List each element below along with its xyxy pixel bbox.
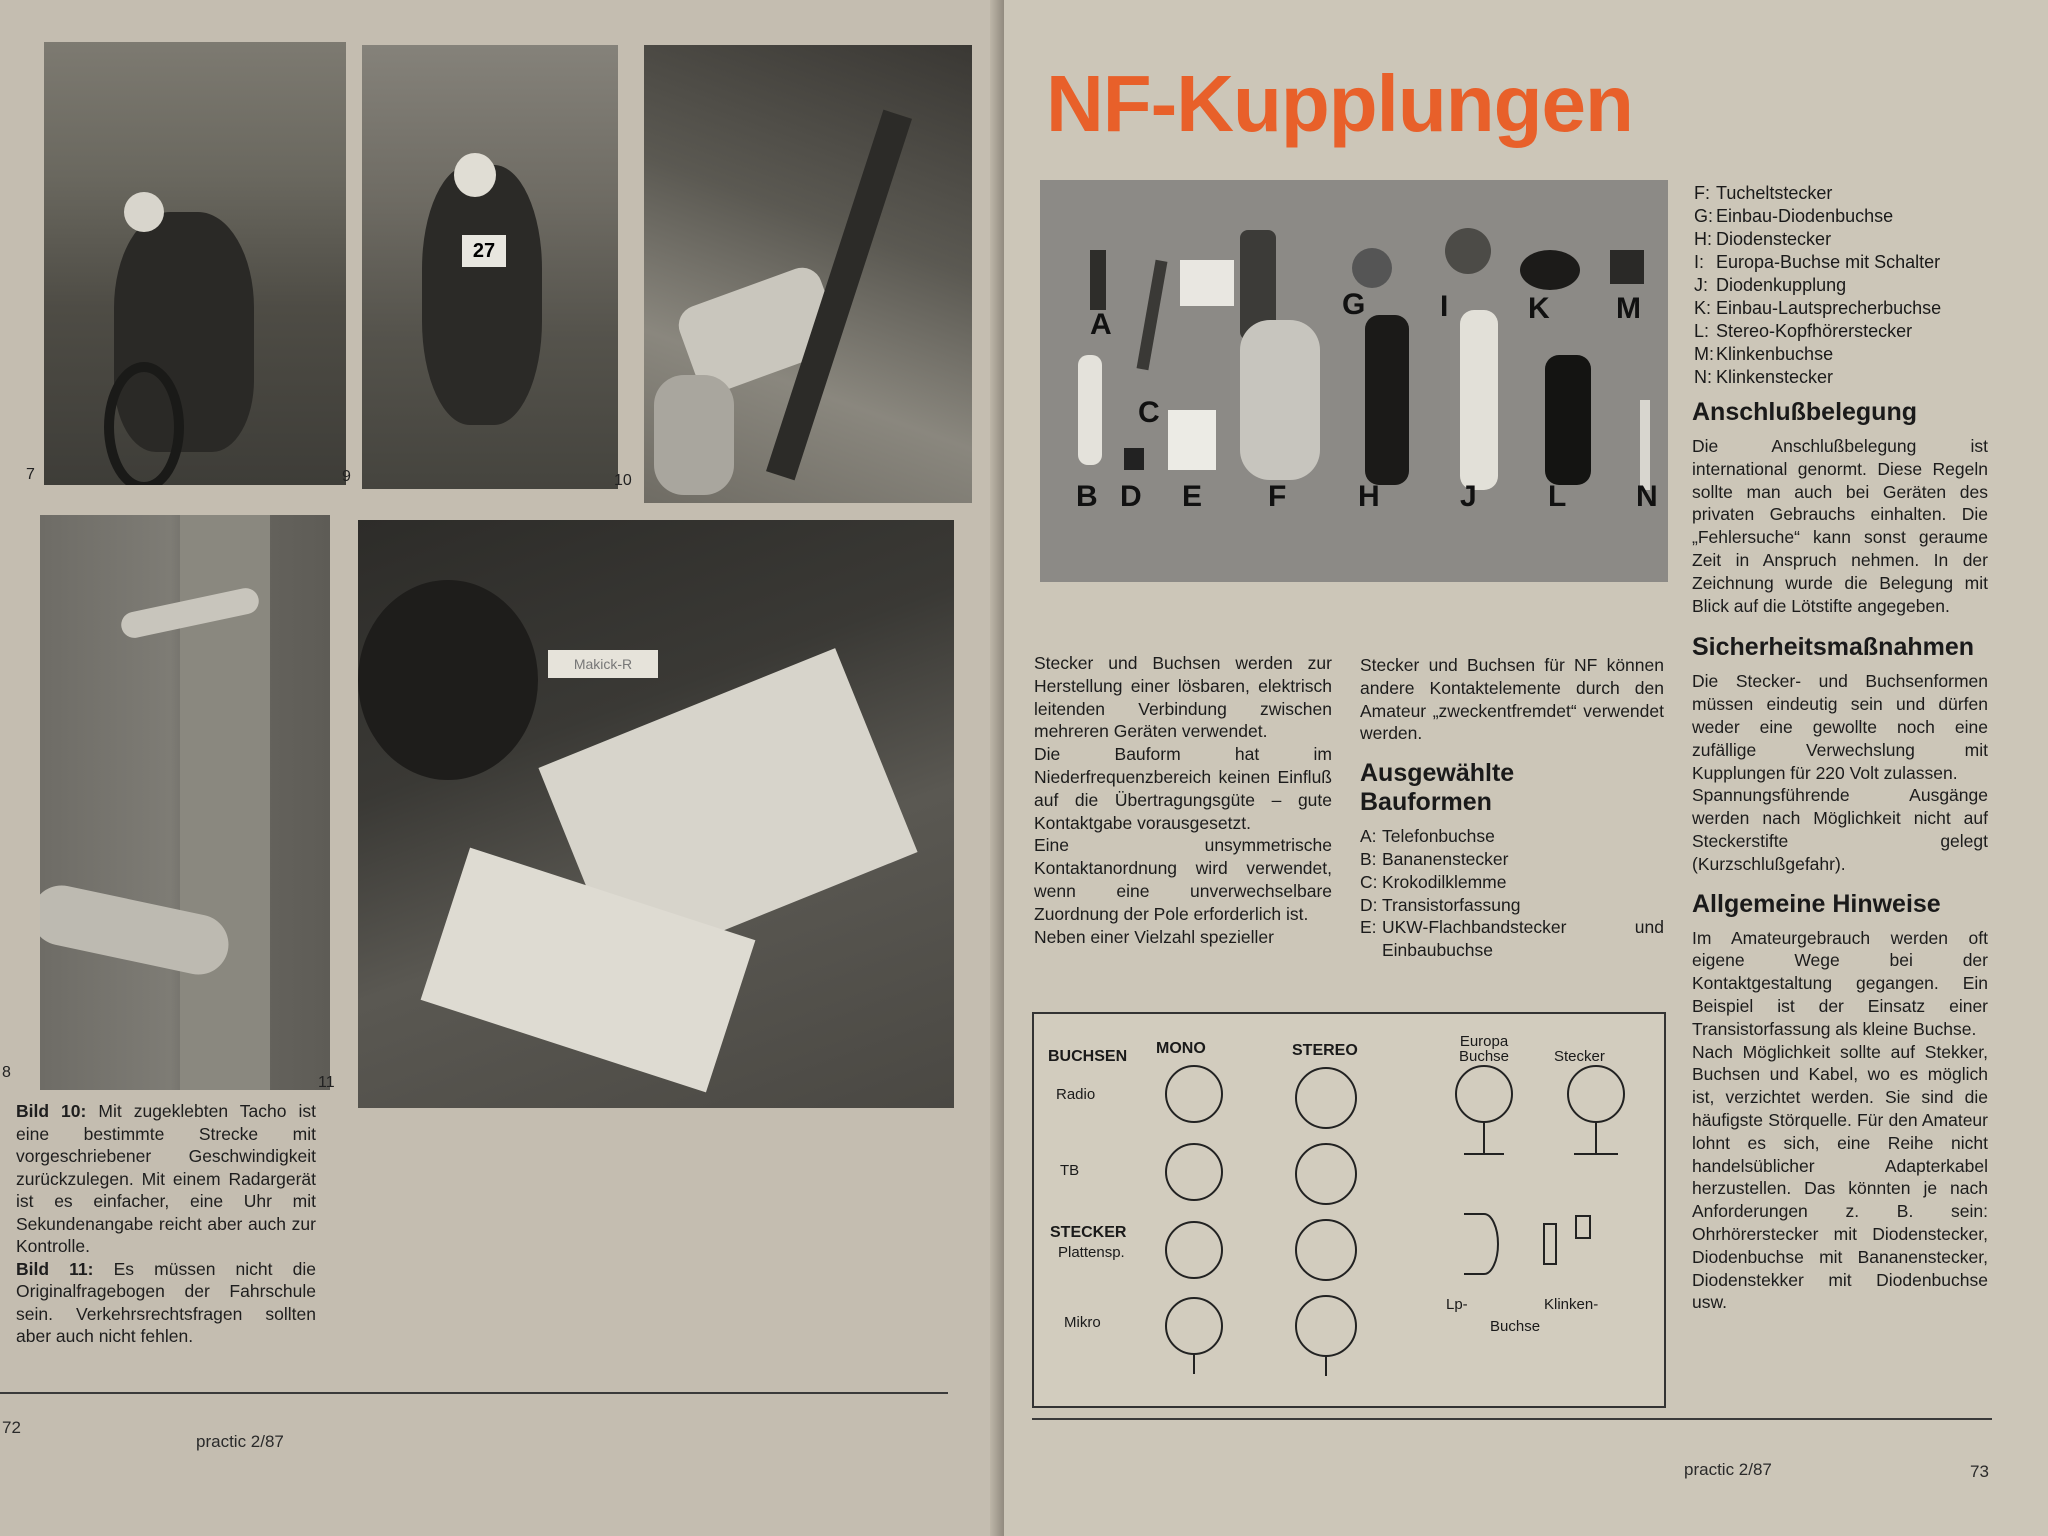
connector-shape xyxy=(1168,410,1216,470)
legend-item: M: Klinkenbuchse xyxy=(1694,344,1834,364)
photo-11-filling-questionnaire xyxy=(358,520,954,1108)
connector-shape xyxy=(1545,355,1591,485)
list-item: A: Telefonbuchse xyxy=(1360,826,1495,847)
list-item: B: Bananenstecker xyxy=(1360,848,1509,869)
diagram-label-mono: MONO xyxy=(1156,1040,1206,1057)
diagram-label-stecker-col: Stecker xyxy=(1554,1048,1605,1065)
connector-shape xyxy=(1124,448,1144,470)
connector-shape xyxy=(1180,260,1234,306)
connector-shape xyxy=(1078,355,1102,465)
caption-text: Mit zugeklebten Tacho ist eine bestimmte Strecke mit vorgeschriebener Geschwindigkeit zurückzulegen. Mit einem Radargerät ist es einfacher, eine Uhr mit Sekundenangabe reicht aber auch zur Kontrolle. xyxy=(16,1101,316,1256)
photo-number: 8 xyxy=(2,1064,11,1081)
photo-number: 7 xyxy=(26,466,35,483)
section-heading: Ausgewählte Bauformen xyxy=(1360,759,1515,817)
photo-8-post-with-tape xyxy=(40,515,330,1090)
photo-captions xyxy=(16,1100,316,1348)
section-heading: Allgemeine Hinweise xyxy=(1692,889,1941,918)
footer-rule xyxy=(1032,1418,1992,1420)
photo-9-motorcycle-rider xyxy=(362,45,618,489)
connector-shape xyxy=(1090,250,1106,310)
photo-number: 11 xyxy=(318,1074,335,1091)
photo-10-handlebar-closeup xyxy=(644,45,972,503)
connector-label: K xyxy=(1528,292,1550,325)
body-text: Eine unsymmetrische Kontaktanordnung wird verwendet, wenn eine unverwechselbare Zuordnung der Pole erforderlich ist. xyxy=(1034,835,1332,924)
legend-item: F: Tucheltstecker xyxy=(1694,183,1833,203)
page-number: 73 xyxy=(1970,1462,1989,1481)
legend-item: L: Stereo-Kopfhörerstecker xyxy=(1694,321,1913,341)
connector-shape xyxy=(1352,248,1392,288)
pin-assignment-diagram xyxy=(1032,1012,1666,1408)
connector-label: D xyxy=(1120,480,1142,513)
diagram-label-stecker: STECKER xyxy=(1050,1224,1127,1241)
legend-item: G: Einbau-Diodenbuchse xyxy=(1694,206,1894,226)
page-number: 72 xyxy=(2,1418,21,1437)
connector-label: C xyxy=(1138,396,1160,429)
body-text: Spannungsführende Ausgänge werden nach Möglichkeit nicht auf Steckerstifte gelegt (Kurzschlußgefahr). xyxy=(1692,785,1988,874)
connector-label: N xyxy=(1636,480,1658,513)
diagram-label-tb: TB xyxy=(1060,1162,1080,1179)
connector-shape xyxy=(1520,250,1580,290)
article-title: NF-Kupplungen xyxy=(1046,59,1633,148)
connector-shape xyxy=(1365,315,1409,485)
legend-item: J: Diodenkupplung xyxy=(1694,275,1847,295)
connector-label: A xyxy=(1090,308,1112,341)
connector-label: F xyxy=(1268,480,1287,513)
connector-label: M xyxy=(1616,292,1641,325)
footer-rule xyxy=(0,1392,948,1394)
body-text: Stecker und Buchsen für NF können andere Kontaktelemente durch den Amateur „zweckentfremdet“ verwendet werden. xyxy=(1360,655,1664,744)
connector-shape xyxy=(1137,260,1168,370)
connector-label: E xyxy=(1182,480,1203,513)
connector-shape xyxy=(1240,320,1320,480)
connector-label: B xyxy=(1076,480,1098,513)
diagram-label-europa: Europa Buchse xyxy=(1458,1033,1510,1065)
connector-shape xyxy=(1610,250,1644,284)
diagram-label-klinken: Klinken- xyxy=(1544,1296,1599,1313)
caption-text: Es müssen nicht die Originalfragebogen der Fahrschule sein. Verkehrsrechtsfragen sollten aber auch nicht fehlen. xyxy=(16,1258,316,1346)
connector-label: G xyxy=(1342,288,1366,321)
legend-item: N: Klinkenstecker xyxy=(1694,367,1834,387)
connector-photo xyxy=(1040,180,1668,582)
left-page xyxy=(0,0,1004,1536)
apron-text: Makick-R xyxy=(548,650,658,678)
text-column-3 xyxy=(1692,398,1988,1314)
caption-label: Bild 10: xyxy=(16,1101,87,1121)
legend-item: H: Diodenstecker xyxy=(1694,229,1832,249)
list-item: D: Transistorfassung xyxy=(1360,894,1521,915)
body-text: Im Amateurgebrauch werden oft eigene Wege bei der Kontaktgestaltung gegangen. Ein Beispiel ist der Einsatz einer Transistorfassung als kleine Buchse. xyxy=(1692,927,1988,1039)
connector-label: L xyxy=(1548,480,1567,513)
body-text: Nach Möglichkeit sollte auf Stekker, Buchsen und Kabel, wo es möglich ist, verzichtet werden. Sie sind die häufigste Störquelle. Für den Amateur lohnt es sich, eine Reihe nicht handelsüblicher Adapterkabel herzustellen. Das könnten je nach Anforderungen z. B. sein: Ohrhörerstecker mit Diodenstecker, Diodenbuchse mit Bananenstecker, Diodenstekker mit Diodenbuchse usw. xyxy=(1692,1041,1988,1313)
connector-shape xyxy=(1640,400,1650,490)
issue-footer: practic 2/87 xyxy=(196,1432,284,1451)
connector-legend xyxy=(1694,182,1994,389)
diagram-label-radio: Radio xyxy=(1056,1086,1096,1103)
caption-label: Bild 11: xyxy=(16,1258,94,1279)
body-text: Die Anschlußbelegung ist international genormt. Diese Regeln sollte man auch bei Geräten des privaten Gebrauchs einhalten. Die „Fehlersuche“ kann sonst geraume Zeit in Anspruch nehmen. In der Zeichnung wurde die Belegung mit Blick auf die Lötstifte angegeben. xyxy=(1692,436,1988,616)
legend-item: I: Europa-Buchse mit Schalter xyxy=(1694,252,1941,272)
connector-shape xyxy=(1460,310,1498,490)
connector-label: I xyxy=(1440,290,1449,323)
body-text: Neben einer Vielzahl spezieller xyxy=(1034,926,1274,947)
legend-item: K: Einbau-Lautsprecherbuchse xyxy=(1694,298,1942,318)
list-item: C: Krokodilklemme xyxy=(1360,871,1507,892)
body-text: Die Stecker- und Buchsenformen müssen eindeutig sein und dürfen weder eine gewollte noch eine zufällige Verwechslung mit Kupplungen für 220 Volt zulassen. xyxy=(1692,671,1988,783)
diagram-label-plattensp: Plattensp. xyxy=(1058,1244,1125,1261)
pin-diagram-drawing xyxy=(1034,1014,1664,1406)
list-item: E: UKW-Flachbandstecker und Einbaubuchse xyxy=(1360,917,1664,961)
diagram-label-lp: Lp- xyxy=(1446,1296,1468,1313)
photo-number: 10 xyxy=(614,472,632,489)
text-column-2 xyxy=(1360,654,1664,962)
section-heading: Sicherheitsmaßnahmen xyxy=(1692,633,1975,662)
connector-shape xyxy=(1445,228,1491,274)
diagram-label-stereo: STEREO xyxy=(1292,1042,1358,1059)
body-text: Stecker und Buchsen werden zur Herstellung einer lösbaren, elektrisch leitenden Verbindung zwischen mehreren Geräten verwendet. xyxy=(1034,653,1332,742)
section-heading: Anschlußbelegung xyxy=(1692,398,1917,426)
start-number: 27 xyxy=(462,235,506,267)
connector-label: H xyxy=(1358,480,1380,513)
photo-number: 9 xyxy=(342,468,351,485)
issue-footer: practic 2/87 xyxy=(1684,1460,1772,1479)
diagram-label-buchse: Buchse xyxy=(1490,1318,1541,1335)
body-text: Die Bauform hat im Niederfrequenzbereich keinen Einfluß auf die Übertragungsgüte – gute Kontaktgabe vorausgesetzt. xyxy=(1034,744,1332,833)
photo-7-motorcycle-rider xyxy=(44,42,346,485)
connector-label: J xyxy=(1460,480,1477,513)
diagram-label-mikro: Mikro xyxy=(1064,1314,1101,1331)
bauformen-list xyxy=(1360,825,1664,962)
text-column-1 xyxy=(1034,652,1332,948)
diagram-label-buchsen: BUCHSEN xyxy=(1048,1048,1128,1065)
